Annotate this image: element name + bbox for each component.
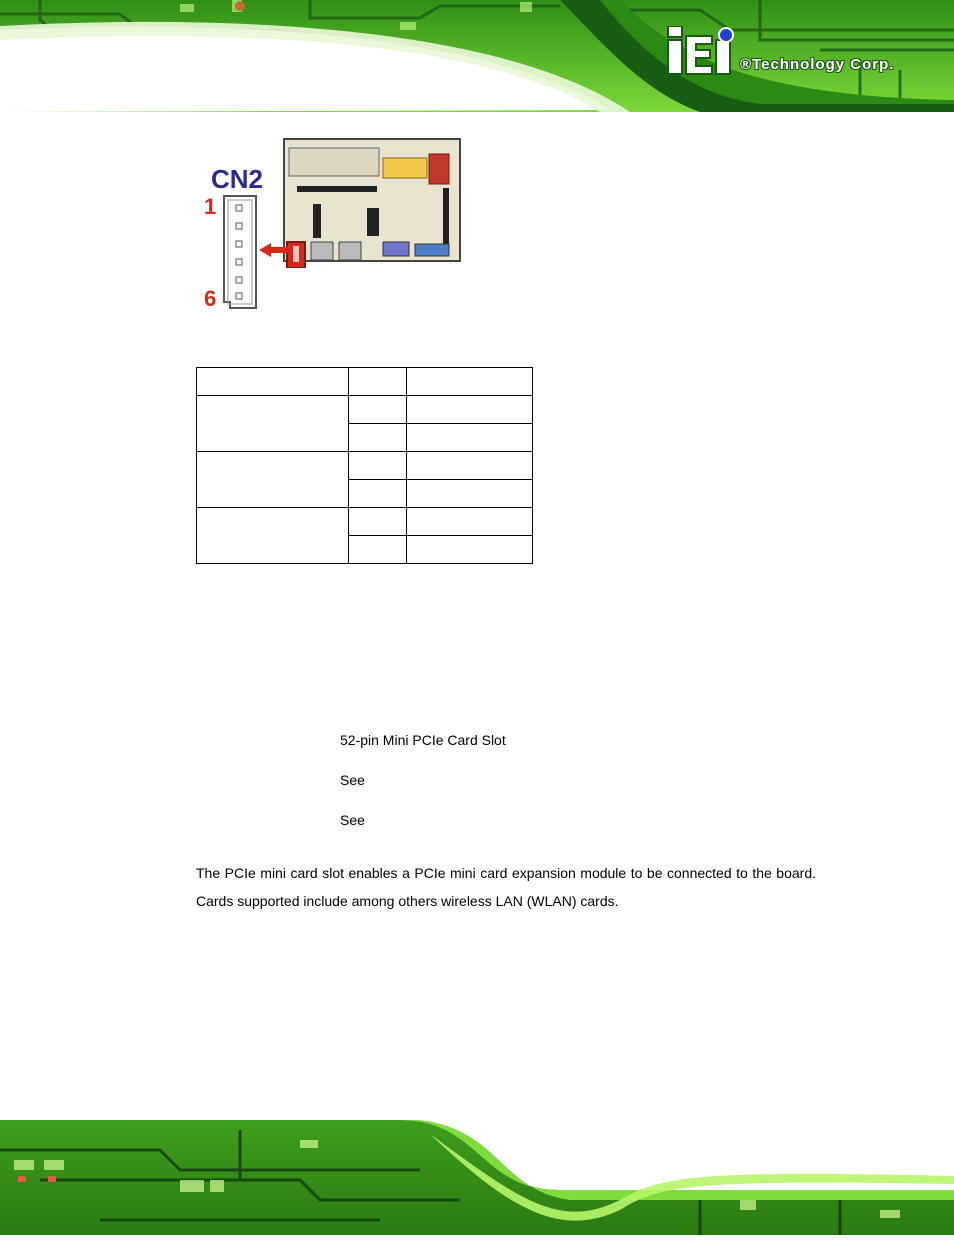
table-cell xyxy=(349,396,407,424)
circuit-board-footer-graphic xyxy=(0,1120,954,1235)
connector-location-figure xyxy=(195,134,495,314)
connector-pinouts-value: See xyxy=(340,812,365,828)
table-cell xyxy=(349,480,407,508)
table-cell xyxy=(349,368,407,396)
table-cell xyxy=(349,508,407,536)
table-cell xyxy=(407,424,533,452)
company-logo xyxy=(666,26,936,82)
table-row xyxy=(197,368,533,396)
table-cell xyxy=(407,480,533,508)
table-cell xyxy=(407,508,533,536)
connector-pin-diagram xyxy=(220,194,260,310)
table-cell xyxy=(349,536,407,564)
connector-type-value: 52-pin Mini PCIe Card Slot xyxy=(340,732,506,748)
table-cell xyxy=(407,452,533,480)
table-cell xyxy=(197,508,349,564)
iei-logo-icon xyxy=(666,26,740,78)
arrow-left-icon xyxy=(259,242,289,258)
table-row xyxy=(197,396,533,424)
page-footer-banner xyxy=(0,1120,954,1235)
table-cell xyxy=(407,396,533,424)
pinout-table xyxy=(196,367,533,564)
table-cell xyxy=(197,396,349,452)
table-cell xyxy=(197,452,349,508)
connector-location-value: See xyxy=(340,772,365,788)
pin-6-label: 6 xyxy=(204,286,217,311)
connector-label: CN2 xyxy=(211,164,264,194)
table-row xyxy=(197,508,533,536)
company-name: ®Technology Corp. xyxy=(740,56,895,73)
table-cell xyxy=(407,368,533,396)
pin-1-label: 1 xyxy=(204,194,217,219)
motherboard-diagram xyxy=(283,138,461,268)
table-cell xyxy=(197,368,349,396)
table-cell xyxy=(349,452,407,480)
page-header-banner xyxy=(0,0,954,112)
table-cell xyxy=(407,536,533,564)
table-row xyxy=(197,452,533,480)
description-paragraph: The PCIe mini card slot enables a PCIe mini card expansion module to be connected to the board. Cards supported include among others wireless LAN (WLAN) cards. xyxy=(196,865,816,909)
table-cell xyxy=(349,424,407,452)
